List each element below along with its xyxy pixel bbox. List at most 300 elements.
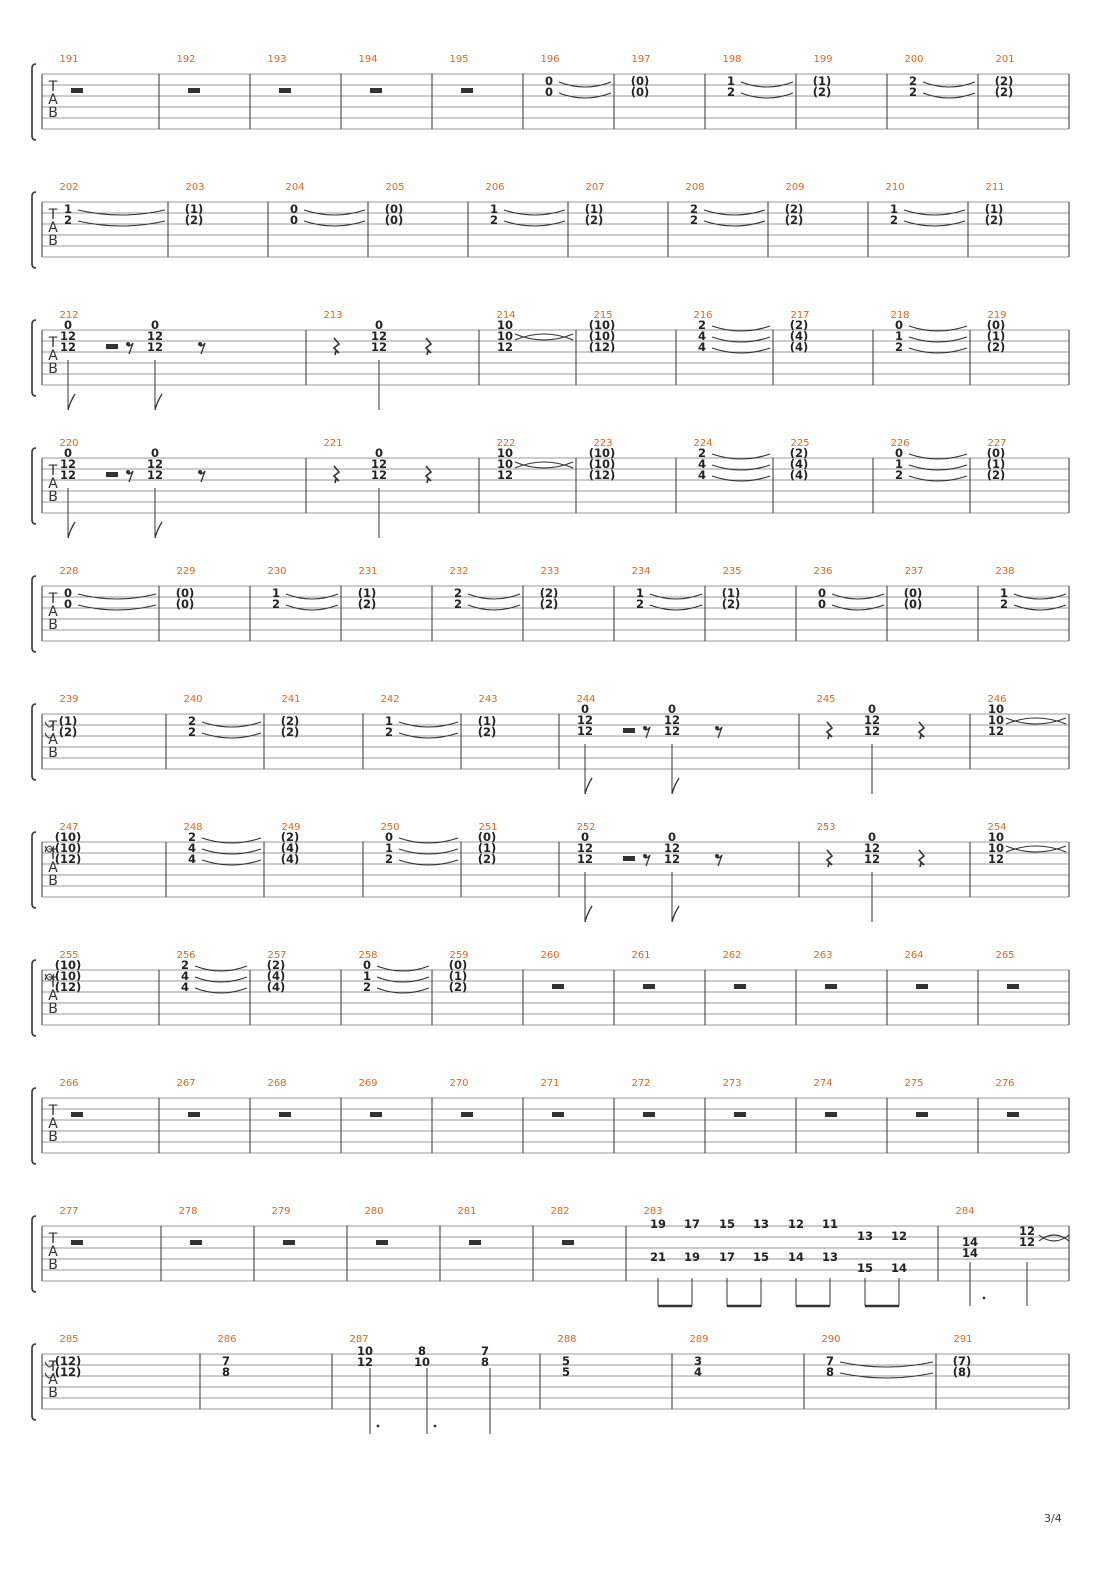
fret-number: 12 — [987, 852, 1005, 866]
page-number: 3/4 — [1044, 1512, 1062, 1525]
fret-number: (7) — [952, 1354, 972, 1368]
measure-number: 275 — [904, 1078, 924, 1089]
fret-number: 0 — [667, 830, 677, 844]
fret-number: 4 — [697, 329, 707, 343]
measure-number: 288 — [557, 1334, 577, 1345]
measure-number: 191 — [59, 54, 79, 65]
fret-number: (12) — [54, 852, 82, 866]
fret-number: (2) — [784, 213, 804, 227]
fret-number: 7 — [221, 1354, 231, 1368]
fret-number: 8 — [480, 1355, 490, 1369]
fret-number: 2 — [453, 586, 463, 600]
fret-number: 0 — [289, 202, 299, 216]
fret-number: 2 — [697, 446, 707, 460]
fret-number: 0 — [544, 85, 554, 99]
fret-number: 12 — [370, 457, 388, 471]
measure-number: 226 — [890, 438, 910, 449]
measure-number: 201 — [995, 54, 1015, 65]
fret-number: (2) — [986, 340, 1006, 354]
measure-number: 272 — [631, 1078, 651, 1089]
tie — [1006, 846, 1066, 852]
fret-number: 12 — [146, 340, 164, 354]
fret-number: 4 — [697, 457, 707, 471]
measure-number: 235 — [722, 566, 742, 577]
fret-number: 15 — [856, 1261, 874, 1275]
fret-number: (2) — [789, 318, 809, 332]
measure-number: 194 — [358, 54, 378, 65]
measure-number: 234 — [631, 566, 651, 577]
fret-number: (0) — [384, 202, 404, 216]
fret-number: 2 — [362, 980, 372, 994]
half-rest — [916, 1112, 928, 1117]
fret-number: 8 — [221, 1365, 231, 1379]
measure-number: 200 — [904, 54, 924, 65]
dot — [377, 1425, 380, 1428]
measure-number: 286 — [217, 1334, 237, 1345]
measure-number: 277 — [59, 1206, 79, 1217]
fret-number: (12) — [54, 980, 82, 994]
system-bracket — [32, 1344, 36, 1420]
fret-number: 14 — [787, 1250, 805, 1264]
half-rest — [825, 984, 837, 989]
fret-number: 1 — [63, 202, 73, 216]
half-rest — [188, 1112, 200, 1117]
tab-clef-letter: B — [48, 1001, 58, 1017]
half-rest — [106, 472, 118, 477]
fret-number: 7 — [825, 1354, 835, 1368]
fret-number: 10 — [496, 329, 514, 343]
measure-number: 280 — [364, 1206, 384, 1217]
fret-number: 4 — [187, 841, 197, 855]
fret-number: (2) — [357, 597, 377, 611]
fret-number: 10 — [496, 318, 514, 332]
fret-number: 12 — [663, 724, 681, 738]
fret-number: 5 — [561, 1365, 571, 1379]
fret-number: 0 — [374, 446, 384, 460]
measure-number: 278 — [178, 1206, 198, 1217]
fret-number: (2) — [539, 586, 559, 600]
note-flag — [672, 778, 679, 794]
fret-number: 0 — [894, 446, 904, 460]
fret-number: 12 — [863, 841, 881, 855]
measure-number: 260 — [540, 950, 560, 961]
fret-number: (1) — [984, 202, 1004, 216]
fret-number: 2 — [180, 958, 190, 972]
measure-number: 241 — [281, 694, 301, 705]
fret-number: 1 — [384, 714, 394, 728]
measure-number: 244 — [576, 694, 596, 705]
system-bracket — [32, 576, 36, 652]
fret-number: 10 — [413, 1355, 431, 1369]
measure-number: 270 — [449, 1078, 469, 1089]
tab-clef-letter: T — [48, 207, 58, 223]
fret-number: 4 — [697, 468, 707, 482]
fret-number: 0 — [580, 702, 590, 716]
tab-clef-letter: T — [48, 335, 58, 351]
fret-number: (1) — [477, 714, 497, 728]
fret-number: 15 — [752, 1250, 770, 1264]
measure-number: 271 — [540, 1078, 560, 1089]
fret-number: (2) — [721, 597, 741, 611]
system-bracket — [32, 1216, 36, 1292]
fret-number: 12 — [59, 340, 77, 354]
fret-number: (10) — [588, 318, 616, 332]
measure-number: 257 — [267, 950, 287, 961]
measure-number: 252 — [576, 822, 596, 833]
measure-number: 289 — [689, 1334, 709, 1345]
measure-number: 276 — [995, 1078, 1015, 1089]
fret-number: 1 — [999, 586, 1009, 600]
measure-number: 259 — [449, 950, 469, 961]
fret-number: (2) — [994, 85, 1014, 99]
fret-number: 12 — [576, 713, 594, 727]
tab-clef-letter: B — [48, 361, 58, 377]
fret-number: 0 — [667, 702, 677, 716]
measure-number: 246 — [987, 694, 1007, 705]
fret-number: (1) — [357, 586, 377, 600]
fret-number: (2) — [789, 446, 809, 460]
fret-number: (2) — [266, 958, 286, 972]
fret-number: 13 — [856, 1229, 874, 1243]
tab-clef-letter: A — [48, 476, 58, 492]
half-rest — [279, 88, 291, 93]
measure-number: 269 — [358, 1078, 378, 1089]
fret-number: (12) — [588, 340, 616, 354]
fret-number: 2 — [908, 85, 918, 99]
measure-number: 245 — [816, 694, 836, 705]
fret-number: 0 — [63, 597, 73, 611]
fret-number: 12 — [663, 713, 681, 727]
fret-number: 12 — [496, 468, 514, 482]
measure-number: 242 — [380, 694, 400, 705]
fret-number: 17 — [718, 1250, 736, 1264]
half-rest — [283, 1240, 295, 1245]
measure-number: 203 — [185, 182, 205, 193]
fret-number: 10 — [987, 841, 1005, 855]
note-flag — [672, 906, 679, 922]
fret-number: 12 — [576, 841, 594, 855]
fret-number: 4 — [693, 1365, 703, 1379]
half-rest — [643, 1112, 655, 1117]
fret-number: (2) — [812, 85, 832, 99]
fret-number: (2) — [280, 830, 300, 844]
fret-number: (1) — [584, 202, 604, 216]
fret-number: (2) — [448, 980, 468, 994]
fret-number: (4) — [789, 329, 809, 343]
measure-number: 261 — [631, 950, 651, 961]
dot — [983, 1297, 986, 1300]
half-rest — [461, 1112, 473, 1117]
fret-number: 19 — [683, 1250, 701, 1264]
fret-number: 12 — [146, 329, 164, 343]
measure-number: 279 — [271, 1206, 291, 1217]
system-bracket — [32, 320, 36, 396]
fret-number: 0 — [374, 318, 384, 332]
fret-number: 0 — [580, 830, 590, 844]
measure-number: 250 — [380, 822, 400, 833]
measure-number: 216 — [693, 310, 713, 321]
half-rest — [734, 984, 746, 989]
measure-number: 225 — [790, 438, 810, 449]
fret-number: 12 — [863, 713, 881, 727]
measure-number: 256 — [176, 950, 196, 961]
fret-number: (2) — [986, 468, 1006, 482]
fret-number: (1) — [721, 586, 741, 600]
fret-number: (1) — [184, 202, 204, 216]
note-flag — [155, 522, 162, 538]
fret-number: 2 — [894, 468, 904, 482]
fret-number: 4 — [180, 980, 190, 994]
measure-number: 215 — [593, 310, 613, 321]
fret-number: 13 — [821, 1250, 839, 1264]
tab-clef-letter: T — [48, 79, 58, 95]
tab-clef-letter: T — [48, 1359, 58, 1375]
fret-number: 4 — [697, 340, 707, 354]
measure-number: 197 — [631, 54, 651, 65]
fret-number: 0 — [150, 446, 160, 460]
tab-clef-letter: T — [48, 1231, 58, 1247]
measure-number: 249 — [281, 822, 301, 833]
measure-number: 213 — [323, 310, 343, 321]
measure-number: 228 — [59, 566, 79, 577]
half-rest — [71, 1112, 83, 1117]
measure-number: 285 — [59, 1334, 79, 1345]
fret-number: (12) — [54, 1354, 82, 1368]
half-rest — [734, 1112, 746, 1117]
fret-number: 14 — [961, 1246, 979, 1260]
fret-number: 12 — [59, 468, 77, 482]
half-rest — [188, 88, 200, 93]
fret-number: (2) — [984, 213, 1004, 227]
fret-number: (2) — [994, 74, 1014, 88]
fret-number: 2 — [889, 213, 899, 227]
measure-number: 267 — [176, 1078, 196, 1089]
measure-number: 287 — [349, 1334, 369, 1345]
measure-number: 232 — [449, 566, 469, 577]
fret-number: 12 — [370, 329, 388, 343]
fret-number: 10 — [496, 457, 514, 471]
fret-number: (10) — [588, 457, 616, 471]
fret-number: (0) — [175, 597, 195, 611]
fret-number: 2 — [271, 597, 281, 611]
measure-number: 291 — [953, 1334, 973, 1345]
fret-number: 12 — [370, 468, 388, 482]
system-bracket — [32, 1088, 36, 1164]
measure-number: 273 — [722, 1078, 742, 1089]
fret-number: 17 — [683, 1217, 701, 1231]
measure-number: 207 — [585, 182, 605, 193]
measure-number: 281 — [457, 1206, 477, 1217]
fret-number: 7 — [480, 1344, 490, 1358]
fret-number: 10 — [987, 713, 1005, 727]
fret-number: 0 — [150, 318, 160, 332]
fret-number: 12 — [59, 329, 77, 343]
fret-number: (10) — [54, 958, 82, 972]
measure-number: 229 — [176, 566, 196, 577]
half-rest — [370, 1112, 382, 1117]
tab-clef-letter: A — [48, 1116, 58, 1132]
system-bracket — [32, 64, 36, 140]
fret-number: 5 — [561, 1354, 571, 1368]
measure-number: 263 — [813, 950, 833, 961]
fret-number: (10) — [588, 446, 616, 460]
fret-number: 2 — [453, 597, 463, 611]
fret-number: 12 — [787, 1217, 805, 1231]
measure-number: 243 — [478, 694, 498, 705]
fret-number: 12 — [863, 852, 881, 866]
fret-number: 2 — [999, 597, 1009, 611]
tie — [515, 334, 573, 340]
fret-number: (0) — [903, 597, 923, 611]
fret-number: 2 — [384, 725, 394, 739]
measure-number: 204 — [285, 182, 305, 193]
measure-number: 222 — [496, 438, 516, 449]
fret-number: (10) — [588, 329, 616, 343]
measure-number: 220 — [59, 438, 79, 449]
fret-number: (1) — [986, 457, 1006, 471]
half-rest — [106, 344, 118, 349]
fret-number: 14 — [961, 1235, 979, 1249]
fret-number: 0 — [362, 958, 372, 972]
tab-clef-letter: A — [48, 604, 58, 620]
measure-number: 224 — [693, 438, 713, 449]
tab-clef-letter: A — [48, 988, 58, 1004]
fret-number: (0) — [986, 318, 1006, 332]
fret-number: (10) — [54, 841, 82, 855]
half-rest — [469, 1240, 481, 1245]
fret-number: 8 — [417, 1344, 427, 1358]
measure-number: 283 — [643, 1206, 663, 1217]
measure-number: 199 — [813, 54, 833, 65]
fret-number: 2 — [187, 725, 197, 739]
tab-clef-letter: T — [48, 847, 58, 863]
tab-clef-letter: A — [48, 860, 58, 876]
fret-number: (2) — [784, 202, 804, 216]
half-rest — [370, 88, 382, 93]
fret-number: 0 — [63, 446, 73, 460]
half-rest — [376, 1240, 388, 1245]
fret-number: (0) — [630, 85, 650, 99]
fret-number: 12 — [1018, 1235, 1036, 1249]
fret-number: 2 — [894, 340, 904, 354]
fret-number: 12 — [356, 1355, 374, 1369]
fret-number: 12 — [576, 724, 594, 738]
measure-number: 208 — [685, 182, 705, 193]
measure-number: 258 — [358, 950, 378, 961]
fret-number: 2 — [908, 74, 918, 88]
tab-clef-letter: T — [48, 463, 58, 479]
measure-number: 218 — [890, 310, 910, 321]
half-rest — [71, 88, 83, 93]
note-flag — [155, 394, 162, 410]
half-rest — [562, 1240, 574, 1245]
half-rest — [623, 856, 635, 861]
fret-number: 13 — [752, 1217, 770, 1231]
half-rest — [461, 88, 473, 93]
tab-clef-letter: T — [48, 591, 58, 607]
fret-number: 2 — [689, 202, 699, 216]
fret-number: (0) — [477, 830, 497, 844]
fret-number: (4) — [789, 468, 809, 482]
fret-number: (1) — [477, 841, 497, 855]
fret-number: (1) — [58, 714, 78, 728]
fret-number: (0) — [448, 958, 468, 972]
measure-number: 223 — [593, 438, 613, 449]
fret-number: 19 — [649, 1217, 667, 1231]
fret-number: (2) — [584, 213, 604, 227]
fret-number: (4) — [266, 980, 286, 994]
half-rest — [552, 984, 564, 989]
system-bracket — [32, 832, 36, 908]
half-rest — [825, 1112, 837, 1117]
fret-number: (2) — [477, 852, 497, 866]
fret-number: 12 — [663, 841, 681, 855]
fret-number: 4 — [180, 969, 190, 983]
measure-number: 214 — [496, 310, 516, 321]
system-bracket — [32, 192, 36, 268]
half-rest — [643, 984, 655, 989]
measure-number: 209 — [785, 182, 805, 193]
measure-number: 290 — [821, 1334, 841, 1345]
tab-clef-letter: B — [48, 1129, 58, 1145]
measure-number: 231 — [358, 566, 378, 577]
measure-number: 202 — [59, 182, 79, 193]
fret-number: 12 — [987, 724, 1005, 738]
tab-clef-letter: T — [48, 1103, 58, 1119]
tab-clef-letter: B — [48, 489, 58, 505]
fret-number: (2) — [58, 725, 78, 739]
measure-number: 195 — [449, 54, 469, 65]
fret-number: 0 — [817, 597, 827, 611]
fret-number: (4) — [789, 457, 809, 471]
fret-number: 1 — [894, 457, 904, 471]
fret-number: 15 — [718, 1217, 736, 1231]
tab-clef-letter: B — [48, 617, 58, 633]
fret-number: (8) — [952, 1365, 972, 1379]
fret-number: 3 — [693, 1354, 703, 1368]
fret-number: 12 — [370, 340, 388, 354]
measure-number: 254 — [987, 822, 1007, 833]
tab-clef-letter: B — [48, 105, 58, 121]
note-flag — [585, 906, 592, 922]
measure-number: 253 — [816, 822, 836, 833]
measure-number: 211 — [985, 182, 1005, 193]
fret-number: 1 — [726, 74, 736, 88]
measure-number: 266 — [59, 1078, 79, 1089]
tab-clef-letter: B — [48, 1257, 58, 1273]
measure-number: 265 — [995, 950, 1015, 961]
fret-number: 1 — [889, 202, 899, 216]
tab-clef-letter: A — [48, 732, 58, 748]
fret-number: (12) — [54, 1365, 82, 1379]
fret-number: (12) — [588, 468, 616, 482]
fret-number: 0 — [867, 702, 877, 716]
measure-number: 268 — [267, 1078, 287, 1089]
measure-number: 238 — [995, 566, 1015, 577]
fret-number: 11 — [821, 1217, 839, 1231]
measure-number: 205 — [385, 182, 405, 193]
fret-number: 10 — [356, 1344, 374, 1358]
system-bracket — [32, 704, 36, 780]
measure-number: 262 — [722, 950, 742, 961]
tab-clef-letter: A — [48, 1372, 58, 1388]
measure-number: 251 — [478, 822, 498, 833]
fret-number: 12 — [1018, 1224, 1036, 1238]
measure-number: 255 — [59, 950, 79, 961]
fret-number: (10) — [54, 830, 82, 844]
measure-number: 282 — [550, 1206, 570, 1217]
half-rest — [623, 728, 635, 733]
